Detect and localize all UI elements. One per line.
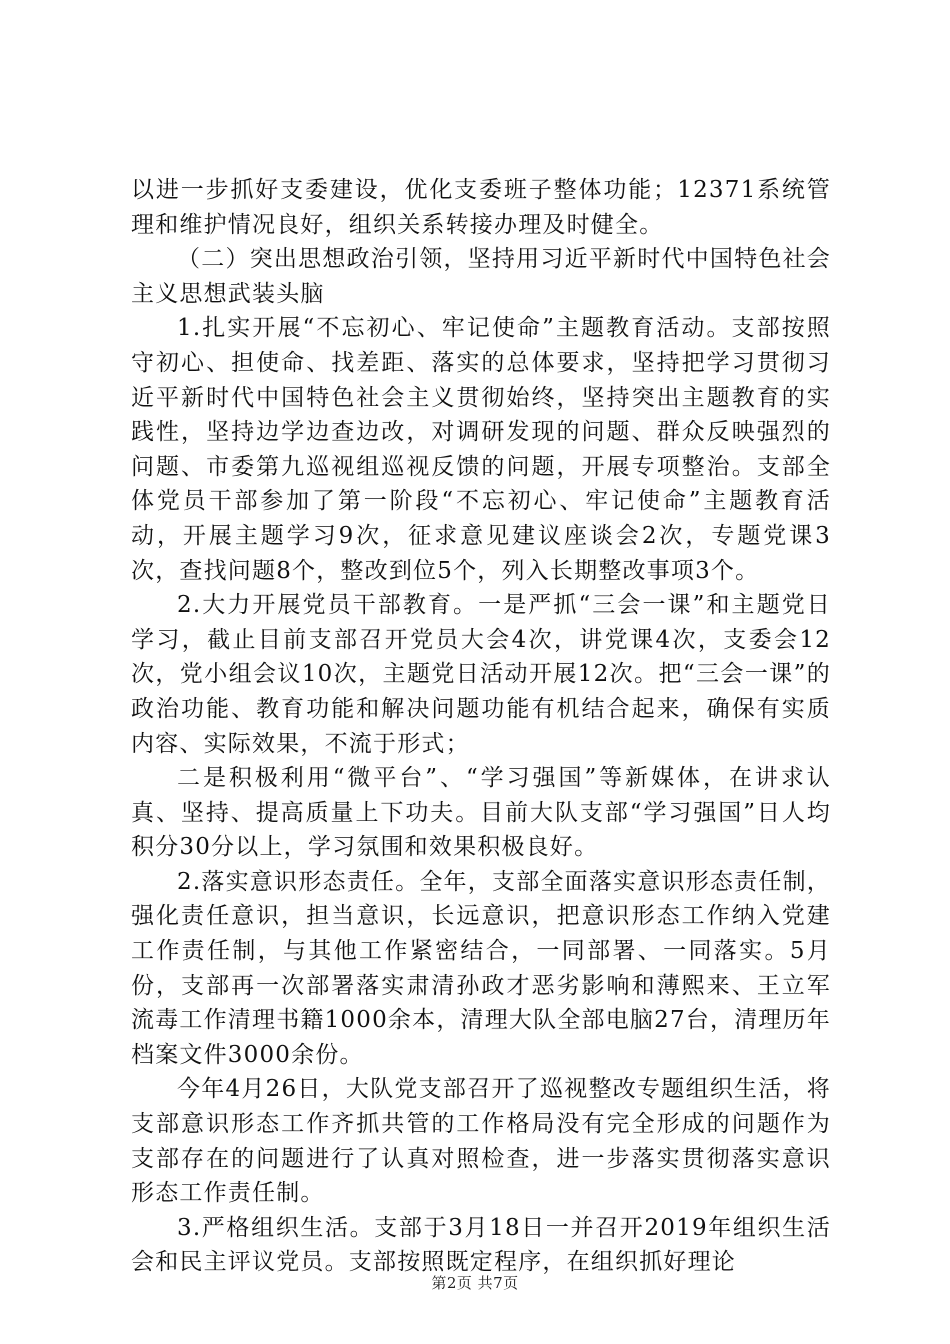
page-footer: 第2页 共7页 [431, 1274, 519, 1292]
document-body [131, 173, 831, 1280]
section-heading-2: （二）突出思想政治引领，坚持用习近平新时代中国特色社会主义思想武装头脑 [131, 246, 831, 307]
paragraph-ideology-responsibility: 2.落实意识形态责任。全年，支部全面落实意识形态责任制，强化责任意识，担当意识，长远意识，把意识形态工作纳入党建工作责任制，与其他工作紧密结合，一同部署、一同落实。5月份，支部再一次部署落实肃清孙政才恶劣影响和薄熙来、王立军流毒工作清理书籍1000余本，清理大队全部电脑27台，清理历年档案文件3000余份。 [131, 868, 831, 1068]
paragraph-theme-education: 1.扎实开展“不忘初心、牢记使命”主题教育活动。支部按照守初心、担使命、找差距、落实的总体要求，坚持把学习贯彻习近平新时代中国特色社会主义贯彻始终，坚持突出主题教育的实践性，坚持边学边查边改，对调研发现的问题、群众反映强烈的问题、市委第九巡视组巡视反馈的问题，开展专项整治。支部全体党员干部参加了第一阶段“不忘初心、牢记使命”主题教育活动，开展主题学习9次，征求意见建议座谈会2次，专题党课3次，查找问题8个，整改到位5个，列入长期整改事项3个。 [131, 315, 831, 584]
paragraph-continuation: 以进一步抓好支委建设，优化支委班子整体功能；12371系统管理和维护情况良好，组织关系转接办理及时健全。 [131, 177, 831, 238]
paragraph-new-media: 二是积极利用“微平台”、“学习强国”等新媒体，在讲求认真、坚持、提高质量上下功夫。目前大队支部“学习强国”日人均积分30分以上，学习氛围和效果积极良好。 [131, 765, 831, 861]
paragraph-organization-life: 3.严格组织生活。支部于3月18日一并召开2019年组织生活会和民主评议党员。支部按照既定程序，在组织抓好理论 [131, 1214, 831, 1276]
paragraph-inspection-rectification: 今年4月26日，大队党支部召开了巡视整改专题组织生活，将支部意识形态工作齐抓共管的工作格局没有完全形成的问题作为支部存在的问题进行了认真对照检查，进一步落实贯彻落实意识形态工作责任制。 [131, 1076, 831, 1207]
paragraph-cadre-education: 2.大力开展党员干部教育。一是严抓“三会一课”和主题党日学习，截止目前支部召开党员大会4次，讲党课4次，支委会12次，党小组会议10次，主题党日活动开展12次。把“三会一课”的政治功能、教育功能和解决问题功能有机结合起来，确保有实质内容、实际效果，不流于形式； [131, 592, 831, 757]
